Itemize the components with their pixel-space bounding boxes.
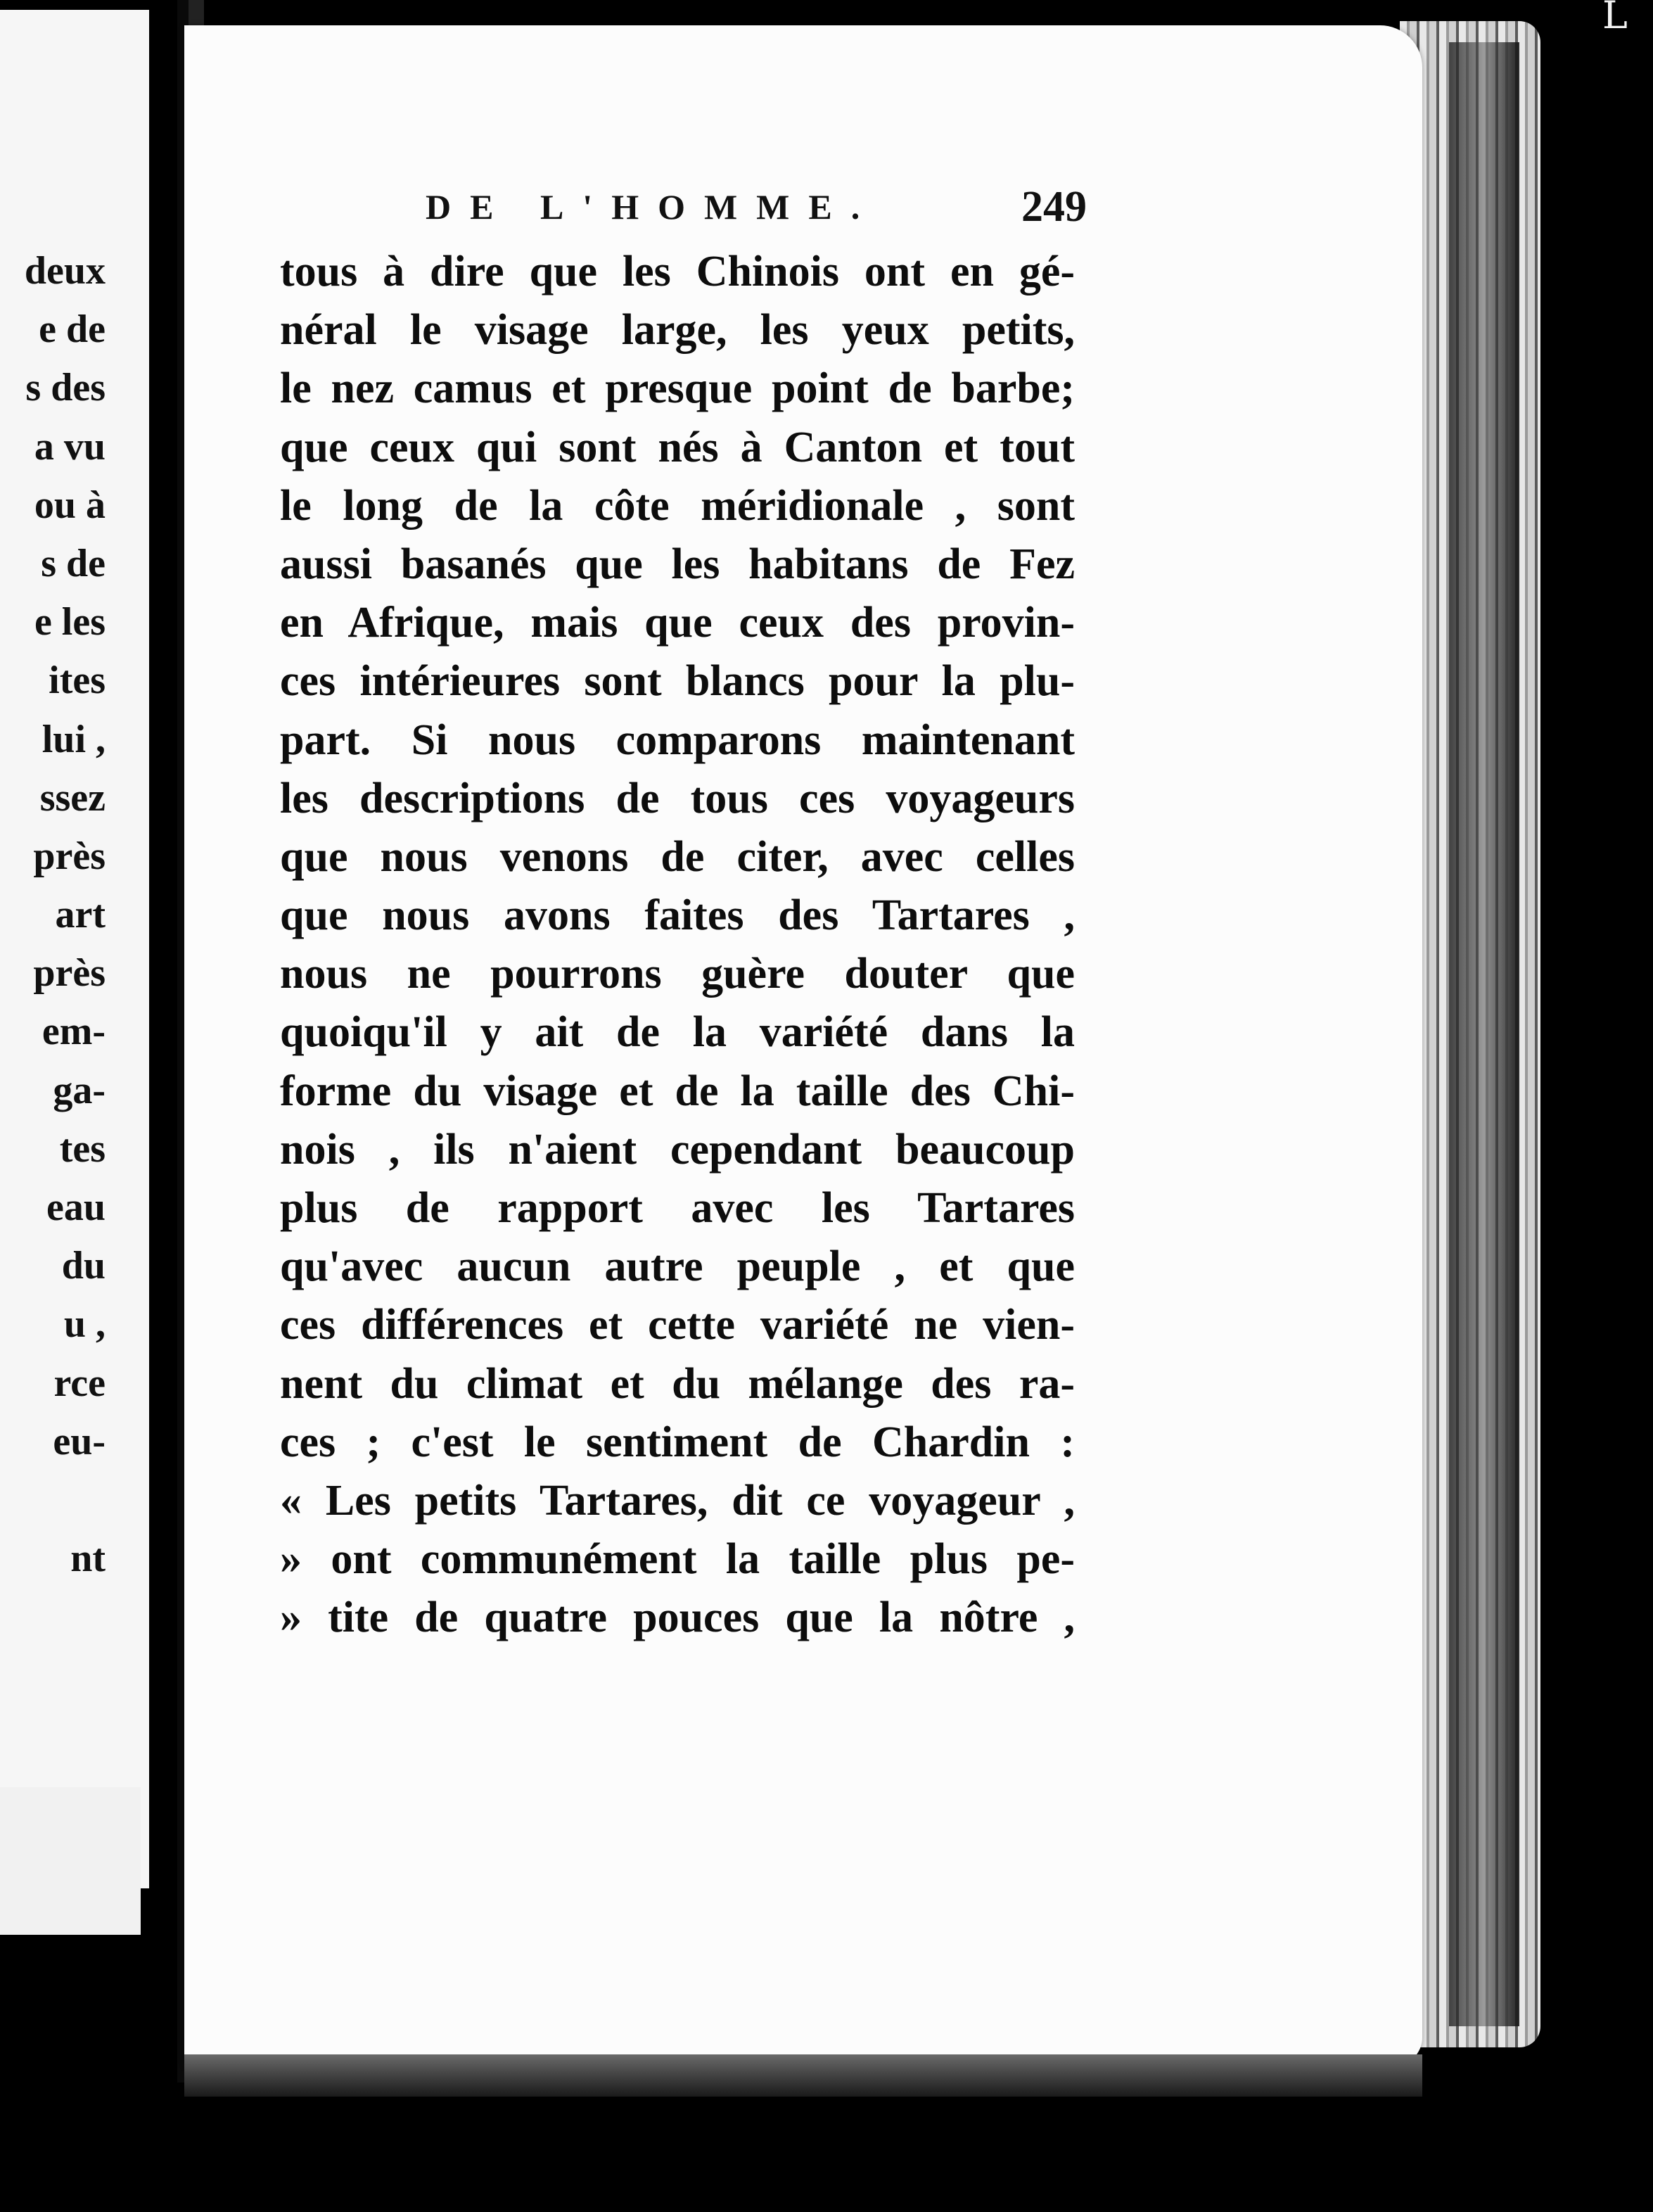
fragment-line: deux [24, 249, 106, 293]
text-line: le nez camus et presque point de barbe; [280, 364, 1075, 413]
fragment-line: du [61, 1244, 106, 1288]
fragment-line: ga- [53, 1068, 106, 1112]
text-line: « Les petits Tartares, dit ce voyageur , [280, 1476, 1075, 1525]
text-line: » tite de quatre pouces que la nôtre , [280, 1594, 1075, 1642]
fragment-line: eu- [53, 1419, 106, 1463]
fragment-line [0, 1471, 106, 1530]
running-head [426, 183, 1087, 231]
text-line: forme du visage et de la taille des Chi- [280, 1067, 1075, 1115]
corner-mark: L [1602, 0, 1628, 37]
page-block-shadow [1449, 42, 1519, 2026]
text-line: ces ; c'est le sentiment de Chardin : [280, 1418, 1075, 1466]
fragment-line: lui , [42, 717, 106, 761]
fragment-line: e les [34, 600, 106, 644]
text-line: aussi basanés que les habitans de Fez [280, 540, 1075, 588]
text-line: ces différences et cette variété ne vien- [280, 1301, 1075, 1349]
fragment-line: em- [42, 1010, 106, 1054]
text-line: » ont communément la taille plus pe- [280, 1535, 1075, 1584]
page-number: 249 [1021, 183, 1087, 231]
fragment-line: u , [63, 1302, 106, 1347]
running-title: DE L'HOMME. [426, 187, 879, 227]
text-line: que nous avons faites des Tartares , [280, 891, 1075, 940]
fragment-line: ou à [34, 483, 106, 527]
fragment-line: près [33, 834, 106, 878]
fragment-line: ites [49, 659, 106, 703]
body-text [280, 243, 1075, 1648]
text-line: qu'avec aucun autre peuple , et que [280, 1242, 1075, 1291]
fragment-line: art [55, 893, 106, 937]
text-line: que nous venons de citer, avec celles [280, 832, 1075, 881]
page-bottom-shadow [184, 2054, 1422, 2097]
text-line: nous ne pourrons guère douter que [280, 950, 1075, 998]
text-line: en Afrique, mais que ceux des provin- [280, 599, 1075, 647]
text-line: part. Si nous comparons maintenant [280, 716, 1075, 764]
text-line: nent du climat et du mélange des ra- [280, 1359, 1075, 1408]
previous-page-text-fragments [0, 242, 106, 1588]
text-line: le long de la côte méridionale , sont [280, 481, 1075, 530]
text-line: néral le visage large, les yeux petits, [280, 306, 1075, 355]
fragment-line: s des [25, 366, 106, 410]
fragment-line: eau [46, 1186, 106, 1229]
text-line: tous à dire que les Chinois ont en gé- [280, 248, 1075, 295]
text-line: plus de rapport avec les Tartares [280, 1184, 1075, 1232]
fragment-line: a vu [34, 424, 106, 469]
text-line: ces intérieures sont blancs pour la plu- [280, 657, 1075, 706]
previous-page-lower-edge [0, 1787, 141, 1935]
text-line: que ceux qui sont nés à Canton et tout [280, 423, 1075, 471]
fragment-line: rce [53, 1361, 106, 1405]
fragment-line: près [33, 951, 106, 996]
previous-page [0, 10, 149, 1888]
fragment-line: nt [70, 1537, 106, 1581]
fragment-line: e de [39, 307, 106, 352]
text-line: les descriptions de tous ces voyageurs [280, 774, 1075, 822]
text-line: quoiqu'il y ait de la variété dans la [280, 1008, 1075, 1057]
fragment-line: tes [59, 1126, 106, 1171]
fragment-line: ssez [39, 775, 106, 820]
text-line: nois , ils n'aient cependant beaucoup [280, 1125, 1075, 1174]
fragment-line: s de [41, 541, 106, 585]
